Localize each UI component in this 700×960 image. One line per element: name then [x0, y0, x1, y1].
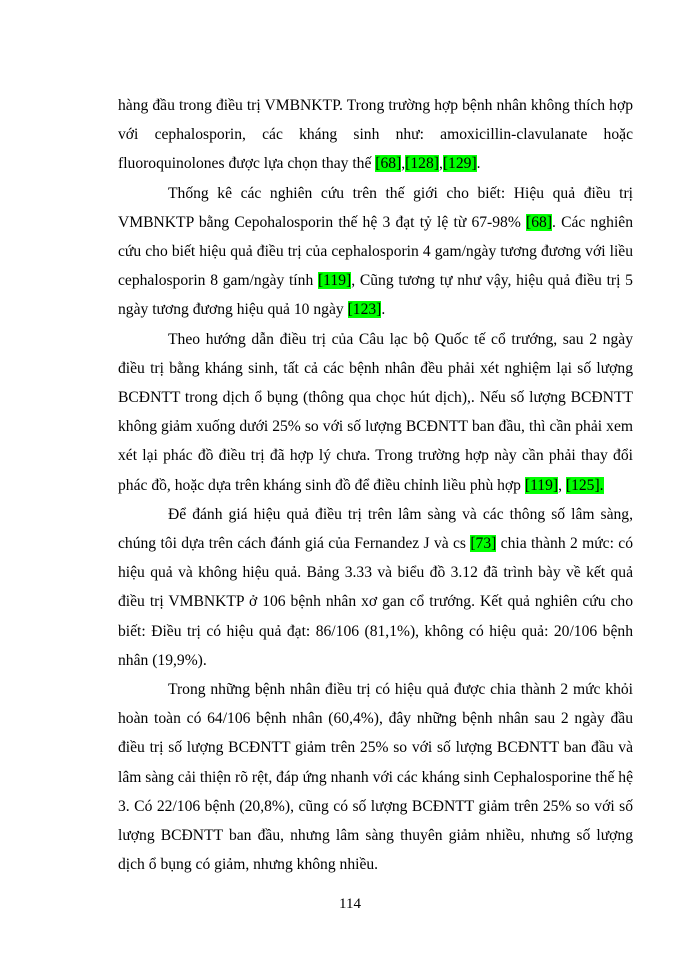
paragraph [118, 500, 633, 675]
page-number: 114 [339, 896, 361, 912]
citation-reference[interactable]: [119] [524, 476, 559, 494]
citation-reference[interactable]: [129] [442, 155, 477, 173]
paragraph-text: Trong những bệnh nhân điều trị có hiệu quả được chia thành 2 mức khỏi hoàn toàn có 64/106 bệnh nhân (60,4%), đây những bệnh nhân sau 2 ngày đầu điều trị số lượng BCĐNTT giảm trên 25% so với số lượng BCĐNTT ban đầu và lâm sàng cải thiện rõ rệt, đáp ứng nhanh với các kháng sinh Cephalosporine thế hệ 3. Có 22/106 bệnh (20,8%), cũng có số lượng BCĐNTT giảm trên 25% so với số lượng BCĐNTT ban đầu, nhưng lâm sàng thuyên giảm nhiều, nhưng số lượng dịch ổ bụng có giảm, nhưng không nhiều. [118, 681, 633, 874]
paragraph-text: Thống kê các nghiên cứu trên thế giới cho biết: Hiệu quả điều trị VMBNKTP bằng Cepohalosporin thế hệ 3 đạt tỷ lệ từ 67-98% [118, 184, 633, 231]
body-text [118, 91, 633, 879]
paragraph-text: , [401, 155, 406, 173]
paragraph-text: hàng đầu trong điều trị VMBNKTP. Trong trường hợp bệnh nhân không thích hợp với cephalosporin, các kháng sinh như: amoxicillin-clavulanate hoặc fluoroquinolones được lựa chọn thay thế [118, 97, 633, 173]
paragraph-text: . [476, 155, 481, 173]
paragraph-text: , Cũng tương tự như vậy, hiệu quả điều trị 5 ngày tương đương hiệu quả 10 ngày [118, 272, 633, 319]
citation-reference[interactable]: [73] [470, 535, 497, 553]
paragraph-text: Để đánh giá hiệu quả điều trị trên lâm sàng và các thông số lâm sàng, chúng tôi dựa trên cách đánh giá của Fernandez J và cs [118, 505, 633, 553]
paragraph [118, 325, 633, 500]
paragraph-text: Theo hướng dẫn điều trị của Câu lạc bộ Quốc tế cổ trướng, sau 2 ngày điều trị bằng kháng sinh, tất cả các bệnh nhân đều phải xét nghiệm lại số lượng BCĐNTT trong dịch ổ bụng (thông qua chọc hút dịch),. Nếu số lượng BCĐNTT không giảm xuống dưới 25% so với số lượng BCĐNTT ban đầu, thì cần phải xem xét lại phác đồ điều trị đã hợp lý chưa. Trong trường hợp này cần phải thay đổi phác đồ, hoặc dựa trên kháng sinh đồ để điều chỉnh liều phù hợp [118, 330, 633, 494]
citation-reference[interactable]: [68] [375, 155, 402, 173]
paragraph [118, 91, 633, 179]
paragraph-text: chia thành 2 mức: có hiệu quả và không hiệu quả. Bảng 3.33 và biểu đồ 3.12 đã trình bày về kết quả điều trị VMBNKTP ở 106 bệnh nhân xơ gan cổ trướng. Kết quả nghiên cứu cho biết: Điều trị có hiệu quả đạt: 86/106 (81,1%), không có hiệu quả: 20/106 bệnh nhân (19,9%). [118, 535, 633, 669]
citation-reference[interactable]: [128] [405, 155, 439, 173]
paragraph [118, 179, 633, 325]
paragraph-text: . [381, 301, 386, 319]
citation-reference[interactable]: [119] [317, 272, 352, 290]
citation-reference[interactable]: [125]. [565, 476, 604, 494]
paragraph-text: , [438, 155, 443, 173]
citation-reference[interactable]: [68] [526, 213, 553, 231]
paragraph-text: , [558, 476, 566, 494]
citation-reference[interactable]: [123] [347, 301, 382, 319]
paragraph-text: . Các nghiên cứu cho biết hiệu quả điều trị của cephalosporin 4 gam/ngày tương đương với liều cephalosporin 8 gam/ngày tính [118, 213, 633, 290]
paragraph [118, 675, 633, 879]
